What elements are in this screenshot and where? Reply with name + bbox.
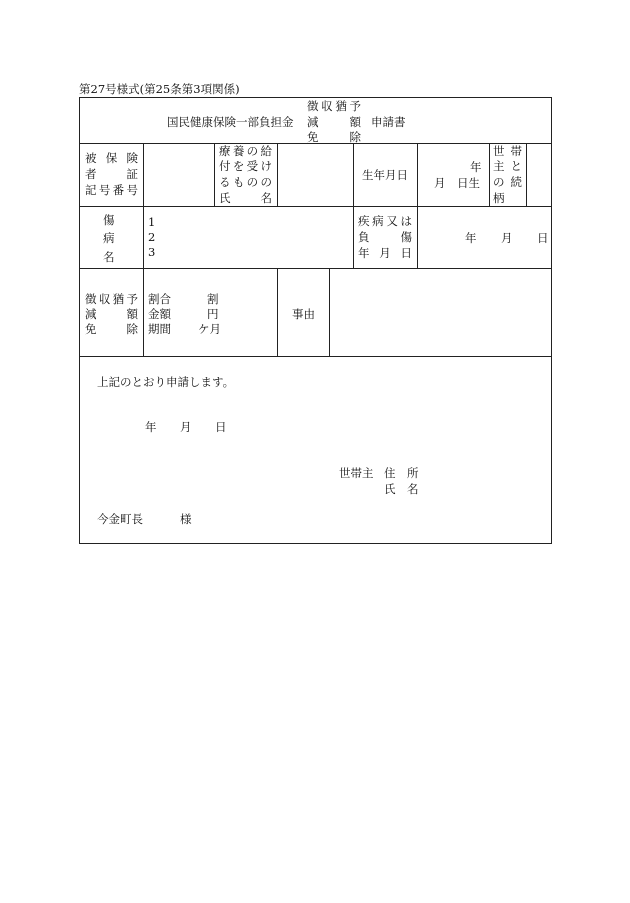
onset-label-line1: 疾病又は [358,214,412,228]
recipient-label-line2: 付を受け [219,159,272,173]
recipient-name-field[interactable] [279,146,351,204]
application-year-unit: 年 [145,420,157,434]
divider-row1 [79,206,552,207]
statement: 上記のとおり申請します。 [97,375,235,389]
insured-label-line3: 記号番号 [85,183,138,197]
form-number: 第27号様式(第25条第3項関係) [79,82,240,96]
recipient-label-line4: 氏 名 [219,191,272,205]
type-label-reduction: 減 額 [85,307,138,321]
insured-number-field[interactable] [145,146,212,204]
application-month-unit: 月 [180,420,192,434]
address-label: 住 所 [384,466,419,480]
addressee: 今金町長 [97,512,143,526]
reason-label: 事由 [292,307,315,321]
recipient-label-line1: 療養の給 [219,144,272,158]
type-label-deferral: 徴収猶予 [85,292,138,306]
relation-label-line1: 世帯 [493,144,522,158]
disease-number-3: 3 [148,245,156,259]
type-label-exemption: 免 除 [85,322,138,336]
application-day-unit: 日 [215,420,227,434]
vline [353,206,354,268]
vline [277,143,278,206]
ratio-label: 割合 [148,292,171,306]
vline [143,206,144,268]
title-option-deferral: 徴収猶予 [307,99,361,113]
onset-day-unit: 日 [537,231,549,245]
divider-row2 [79,268,552,269]
disease-name-field[interactable] [160,209,350,265]
vline [214,143,215,206]
birth-year-unit: 年 [470,160,482,174]
insured-label-line2: 者 証 [85,167,138,181]
insured-label-line1: 被保険 [85,151,138,165]
title-prefix: 国民健康保険一部負担金 [167,115,294,129]
recipient-label-line3: るものの [219,175,272,189]
title-option-reduction: 減 額 [307,115,361,129]
disease-number-1: 1 [148,215,156,229]
vline [143,268,144,356]
title-option-exemption: 免 除 [307,130,361,144]
honorific: 様 [180,512,192,526]
vline [329,268,330,356]
relation-field[interactable] [528,146,550,204]
ratio-unit: 割 [207,292,219,306]
divider-row3 [79,356,552,357]
relation-label-line3: の続 [493,175,522,189]
householder-label: 世帯主 [339,466,374,480]
vline [277,268,278,356]
disease-label-char2: 病 [103,231,115,245]
onset-label-line3: 年月日 [358,246,412,260]
birth-month-day-unit: 月 日生 [434,176,480,190]
disease-label-char1: 傷 [103,213,115,227]
vline [489,143,490,206]
birth-date-label: 生年月日 [362,168,408,182]
reason-field[interactable] [332,271,550,353]
vline [417,143,418,206]
vline [417,206,418,268]
period-unit: ケ月 [198,322,221,336]
vline [143,143,144,206]
amount-label: 金額 [148,307,171,321]
period-label: 期間 [148,322,171,336]
onset-label-line2: 負 傷 [358,230,412,244]
vline [526,143,527,206]
amount-unit: 円 [207,307,219,321]
onset-month-unit: 月 [501,231,513,245]
relation-label-line2: 主と [493,159,522,173]
vline [353,143,354,206]
disease-number-2: 2 [148,230,156,244]
title-suffix: 申請書 [371,115,406,129]
relation-label-line4: 柄 [493,191,505,205]
disease-label-char3: 名 [103,250,115,264]
name-label: 氏 名 [384,482,419,496]
onset-year-unit: 年 [465,231,477,245]
